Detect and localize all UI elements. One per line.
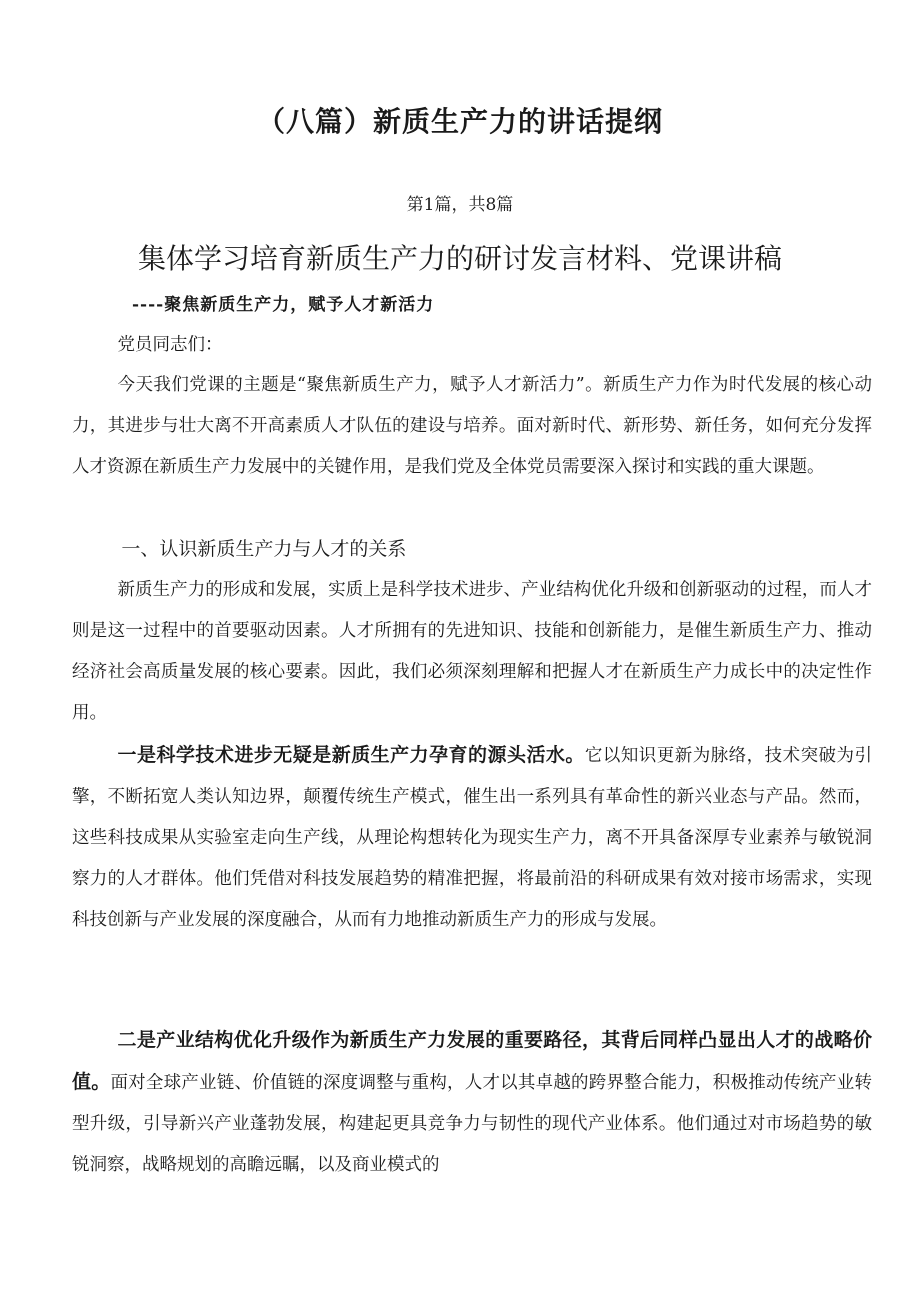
paragraph-lead: 二是产业结构优化升级作为新质生产力发展的重要路径，其背后同样凸显出人才的战略价值。: [72, 1029, 872, 1093]
paragraph: [72, 1020, 872, 1186]
article-subtitle: ----聚焦新质生产力，赋予人才新活力: [132, 295, 435, 315]
salutation: 党员同志们：: [117, 335, 223, 355]
paragraph: 今天我们党课的主题是“聚焦新质生产力，赋予人才新活力”。新质生产力作为时代发展的核心动力，其进步与壮大离不开高素质人才队伍的建设与培养。面对新时代、新形势、新任务，如何充分发挥人才资源在新质生产力发展中的关键作用，是我们党及全体党员需要深入探讨和实践的重大课题。: [72, 375, 872, 477]
paragraph-lead: 一是科学技术进步无疑是新质生产力孕育的源头活水。: [117, 744, 585, 766]
paragraph-body: 它以知识更新为脉络，技术突破为引擎，不断拓宽人类认知边界，颠覆传统生产模式，催生出一系列具有革命性的新兴业态与产品。然而，这些科技成果从实验室走向生产线，从理论构想转化为现实生产力，离不开具备深厚专业素养与敏锐洞察力的人才群体。他们凭借对科技发展趋势的精准把握，将最前沿的科研成果有效对接市场需求，实现科技创新与产业发展的深度融合，从而有力地推动新质生产力的形成与发展。: [72, 746, 872, 930]
paragraph-body: 面对全球产业链、价值链的深度调整与重构，人才以其卓越的跨界整合能力，积极推动传统产业转型升级，引导新兴产业蓬勃发展，构建起更具竞争力与韧性的现代产业体系。他们通过对市场趋势的敏锐洞察，战略规划的高瞻远瞩，以及商业模式的: [72, 1073, 872, 1175]
paragraph: 新质生产力的形成和发展，实质上是科学技术进步、产业结构优化升级和创新驱动的过程，而人才则是这一过程中的首要驱动因素。人才所拥有的先进知识、技能和创新能力，是催生新质生产力、推动经济社会高质量发展的核心要素。因此，我们必须深刻理解和把握人才在新质生产力成长中的决定性作用。: [72, 580, 872, 723]
paragraph: [72, 735, 872, 941]
part-indicator: 第1篇，共8篇: [406, 195, 514, 215]
article-title: 集体学习培育新质生产力的研讨发言材料、党课讲稿: [137, 242, 782, 275]
document-title: （八篇）新质生产力的讲话提纲: [256, 105, 663, 138]
section-heading: 一、认识新质生产力与人才的关系: [121, 538, 407, 560]
